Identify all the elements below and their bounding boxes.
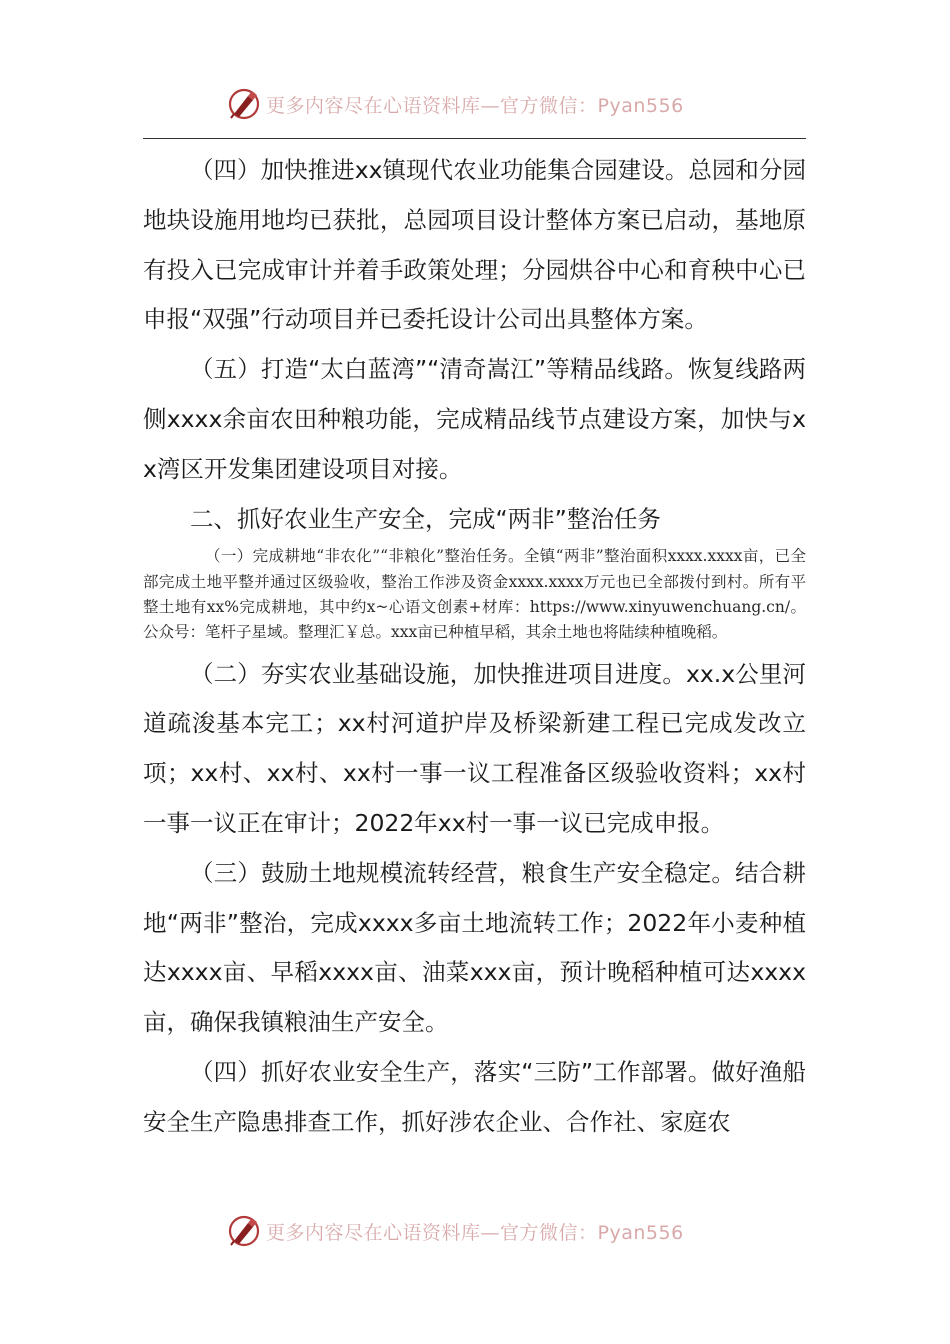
- wechat-id: Pyan556: [597, 94, 684, 117]
- paragraph-land-rectification: （一）完成耕地“非农化”“非粮化”整治任务。全镇“两非”整治面积xxxx.xxxx亩，已全部完成土地平整并通过区级验收，整治工作涉及资金xxxx.xxxx万元也已全部拨付到村。所有平整土地有xx%完成耕地，其中约x~心语文创素+材库：https://www.xinyuwenchuang.cn/。公众号：笔杆子星域。整理汇￥总。xxx亩已种植早稻，其余土地也将陆续种植晚稻。: [143, 547, 806, 642]
- paragraph-land-transfer: （三）鼓励土地规模流转经营，粮食生产安全稳定。结合耕地“两非”整治，完成xxxx多亩土地流转工作；2022年小麦种植达xxxx亩、早稻xxxx亩、油菜xxx亩，预计晚稻种植可达xxxx亩，确保我镇粮油生产安全。: [143, 858, 806, 1037]
- paragraph-boutique-routes: （五）打造“太白蓝湾”“清奇嵩江”等精品线路。恢复线路两侧xxxx余亩农田种粮功能，完成精品线节点建设方案，加快与xx湾区开发集团建设项目对接。: [143, 355, 806, 483]
- header-banner: [226, 84, 684, 124]
- pen-nib-logo-icon: [226, 1213, 262, 1249]
- banner-text: 更多内容尽在心语资料库—官方微信：Pyan556: [266, 94, 684, 117]
- paragraph-safety-production: （四）抓好农业安全生产，落实“三防”工作部署。做好渔船安全生产隐患排查工作，抓好涉农企业、合作社、家庭农: [143, 1057, 806, 1136]
- document-body: [143, 146, 806, 1148]
- paragraph-infrastructure: （二）夯实农业基础设施，加快推进项目进度。xx.x公里河道疏浚基本完工；xx村河道护岸及桥梁新建工程已完成发改立项；xx村、xx村、xx村一事一议工程准备区级验收资料；xx村一事一议正在审计；2022年xx村一事一议已完成申报。: [143, 659, 806, 837]
- footer-banner: [226, 1211, 684, 1251]
- pen-nib-logo-icon: [226, 86, 262, 122]
- wechat-id: Pyan556: [597, 1221, 684, 1244]
- paragraph-agri-park: （四）加快推进xx镇现代农业功能集合园建设。总园和分园地块设施用地均已获批，总园项目设计整体方案已启动，基地原有投入已完成审计并着手政策处理；分园烘谷中心和育秧中心已申报“双强”行动项目并已委托设计公司出具整体方案。: [143, 156, 806, 334]
- section-heading-2: 二、抓好农业生产安全，完成“两非”整治任务: [190, 504, 661, 533]
- banner-text: 更多内容尽在心语资料库—官方微信：Pyan556: [266, 1221, 684, 1244]
- header-divider: [143, 138, 806, 139]
